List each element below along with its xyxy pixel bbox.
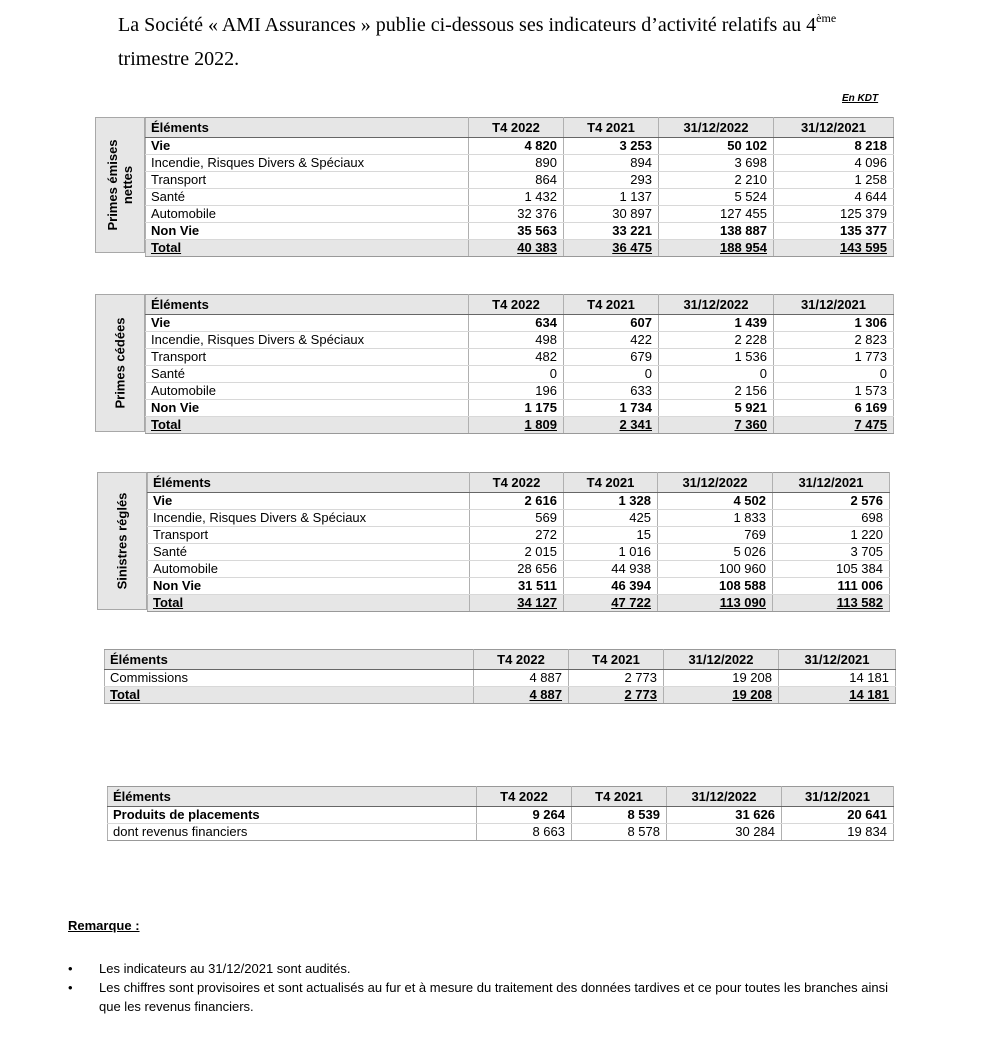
- row-label: Automobile: [148, 561, 470, 578]
- value-cell: 113 582: [773, 595, 890, 612]
- table-row: [148, 595, 890, 612]
- table-row: [146, 206, 894, 223]
- row-label: Vie: [146, 315, 469, 332]
- value-cell: 34 127: [470, 595, 564, 612]
- row-label: Vie: [148, 493, 470, 510]
- table-row: [146, 223, 894, 240]
- value-cell: 46 394: [564, 578, 658, 595]
- value-cell: 1 536: [659, 349, 774, 366]
- value-cell: 1 573: [774, 383, 894, 400]
- value-cell: 0: [564, 366, 659, 383]
- value-cell: 3 705: [773, 544, 890, 561]
- value-cell: 32 376: [469, 206, 564, 223]
- column-header: T4 2022: [469, 118, 564, 138]
- row-label: Non Vie: [146, 400, 469, 417]
- value-cell: 28 656: [470, 561, 564, 578]
- data-table: [104, 649, 896, 704]
- row-label: Non Vie: [146, 223, 469, 240]
- value-cell: 4 887: [474, 670, 569, 687]
- value-cell: 1 734: [564, 400, 659, 417]
- value-cell: 607: [564, 315, 659, 332]
- value-cell: 698: [773, 510, 890, 527]
- value-cell: 1 306: [774, 315, 894, 332]
- value-cell: 7 475: [774, 417, 894, 434]
- row-label: Total: [146, 417, 469, 434]
- value-cell: 2 228: [659, 332, 774, 349]
- value-cell: 272: [470, 527, 564, 544]
- intro-paragraph: [118, 8, 888, 76]
- table-row: [146, 417, 894, 434]
- row-label: Incendie, Risques Divers & Spéciaux: [146, 332, 469, 349]
- value-cell: 1 809: [469, 417, 564, 434]
- table-row: [146, 349, 894, 366]
- value-cell: 30 897: [564, 206, 659, 223]
- column-header: 31/12/2021: [779, 650, 896, 670]
- data-table: [145, 294, 894, 434]
- column-header-elements: Éléments: [146, 118, 469, 138]
- value-cell: 47 722: [564, 595, 658, 612]
- value-cell: 1 137: [564, 189, 659, 206]
- column-header: T4 2021: [564, 118, 659, 138]
- value-cell: 633: [564, 383, 659, 400]
- table-row: [105, 687, 896, 704]
- row-label: Total: [105, 687, 474, 704]
- value-cell: 4 502: [658, 493, 773, 510]
- value-cell: 293: [564, 172, 659, 189]
- bullet: •: [68, 961, 73, 976]
- list-item: • Les chiffres sont provisoires et sont actualisés au fur et à mesure du traitement des données tardives et ce pour toutes les branches ainsi que les revenus financiers.: [68, 980, 888, 1014]
- value-cell: 864: [469, 172, 564, 189]
- value-cell: 8 578: [572, 824, 667, 841]
- column-header: T4 2021: [564, 473, 658, 493]
- value-cell: 125 379: [774, 206, 894, 223]
- value-cell: 1 175: [469, 400, 564, 417]
- column-header: 31/12/2021: [782, 787, 894, 807]
- value-cell: 9 264: [477, 807, 572, 824]
- column-header: T4 2022: [469, 295, 564, 315]
- side-label-box: [95, 294, 145, 432]
- value-cell: 4 644: [774, 189, 894, 206]
- column-header: 31/12/2021: [773, 473, 890, 493]
- value-cell: 5 921: [659, 400, 774, 417]
- column-header: 31/12/2021: [774, 295, 894, 315]
- value-cell: 569: [470, 510, 564, 527]
- value-cell: 1 432: [469, 189, 564, 206]
- value-cell: 2 823: [774, 332, 894, 349]
- value-cell: 31 626: [667, 807, 782, 824]
- table-row: [146, 155, 894, 172]
- table-row: [146, 240, 894, 257]
- side-label: Sinistres réglés: [114, 492, 130, 590]
- value-cell: 3 253: [564, 138, 659, 155]
- row-label: Automobile: [146, 383, 469, 400]
- value-cell: 33 221: [564, 223, 659, 240]
- row-label: Incendie, Risques Divers & Spéciaux: [146, 155, 469, 172]
- value-cell: 138 887: [659, 223, 774, 240]
- value-cell: 20 641: [782, 807, 894, 824]
- table-row: [108, 824, 894, 841]
- value-cell: 2 156: [659, 383, 774, 400]
- value-cell: 890: [469, 155, 564, 172]
- column-header: 31/12/2022: [658, 473, 773, 493]
- table-header-row: [105, 650, 896, 670]
- row-label: Commissions: [105, 670, 474, 687]
- value-cell: 894: [564, 155, 659, 172]
- value-cell: 2 341: [564, 417, 659, 434]
- value-cell: 15: [564, 527, 658, 544]
- row-label: Santé: [146, 189, 469, 206]
- value-cell: 769: [658, 527, 773, 544]
- value-cell: 5 524: [659, 189, 774, 206]
- table-row: [148, 527, 890, 544]
- column-header: 31/12/2022: [667, 787, 782, 807]
- value-cell: 8 663: [477, 824, 572, 841]
- list-item: • Les indicateurs au 31/12/2021 sont audités.: [68, 961, 351, 976]
- value-cell: 482: [469, 349, 564, 366]
- table-header-row: [148, 473, 890, 493]
- row-label: Total: [146, 240, 469, 257]
- value-cell: 105 384: [773, 561, 890, 578]
- value-cell: 35 563: [469, 223, 564, 240]
- table-row: [146, 138, 894, 155]
- table-header-row: [146, 295, 894, 315]
- value-cell: 2 616: [470, 493, 564, 510]
- value-cell: 2 015: [470, 544, 564, 561]
- table-row: [146, 400, 894, 417]
- value-cell: 7 360: [659, 417, 774, 434]
- value-cell: 0: [469, 366, 564, 383]
- table-row: [146, 332, 894, 349]
- value-cell: 19 208: [664, 687, 779, 704]
- intro-superscript: ème: [816, 11, 837, 25]
- value-cell: 1 328: [564, 493, 658, 510]
- value-cell: 6 169: [774, 400, 894, 417]
- column-header: 31/12/2021: [774, 118, 894, 138]
- table-row: [148, 578, 890, 595]
- table-row: [148, 544, 890, 561]
- value-cell: 14 181: [779, 670, 896, 687]
- value-cell: 3 698: [659, 155, 774, 172]
- value-cell: 1 439: [659, 315, 774, 332]
- table-row: [148, 493, 890, 510]
- value-cell: 1 016: [564, 544, 658, 561]
- column-header: T4 2021: [572, 787, 667, 807]
- value-cell: 634: [469, 315, 564, 332]
- value-cell: 1 258: [774, 172, 894, 189]
- intro-text: La Société « AMI Assurances » publie ci-dessous ses indicateurs d’activité relatifs au 4: [118, 14, 817, 36]
- table-row: [146, 189, 894, 206]
- column-header: 31/12/2022: [659, 295, 774, 315]
- value-cell: 498: [469, 332, 564, 349]
- value-cell: 422: [564, 332, 659, 349]
- value-cell: 188 954: [659, 240, 774, 257]
- value-cell: 31 511: [470, 578, 564, 595]
- remarque-list: [68, 959, 888, 1016]
- column-header: T4 2021: [569, 650, 664, 670]
- value-cell: 1 220: [773, 527, 890, 544]
- value-cell: 108 588: [658, 578, 773, 595]
- value-cell: 425: [564, 510, 658, 527]
- column-header: T4 2021: [564, 295, 659, 315]
- value-cell: 40 383: [469, 240, 564, 257]
- side-label: Primes cédées: [112, 317, 128, 409]
- column-header-elements: Éléments: [105, 650, 474, 670]
- value-cell: 2 576: [773, 493, 890, 510]
- row-label: Total: [148, 595, 470, 612]
- column-header-elements: Éléments: [146, 295, 469, 315]
- row-label: Produits de placements: [108, 807, 477, 824]
- table-header-row: [146, 118, 894, 138]
- column-header: T4 2022: [474, 650, 569, 670]
- value-cell: 4 820: [469, 138, 564, 155]
- table-header-row: [108, 787, 894, 807]
- value-cell: 19 834: [782, 824, 894, 841]
- row-label: Vie: [146, 138, 469, 155]
- column-header: T4 2022: [470, 473, 564, 493]
- value-cell: 0: [659, 366, 774, 383]
- side-label-box: [97, 472, 147, 610]
- value-cell: 135 377: [774, 223, 894, 240]
- value-cell: 143 595: [774, 240, 894, 257]
- value-cell: 679: [564, 349, 659, 366]
- table-row: [146, 315, 894, 332]
- row-label: Transport: [146, 349, 469, 366]
- side-label: Primes émises nettes: [105, 139, 135, 231]
- row-label: Santé: [146, 366, 469, 383]
- row-label: Transport: [146, 172, 469, 189]
- value-cell: 5 026: [658, 544, 773, 561]
- data-table: [147, 472, 890, 612]
- value-cell: 113 090: [658, 595, 773, 612]
- column-header-elements: Éléments: [148, 473, 470, 493]
- row-label: Automobile: [146, 206, 469, 223]
- column-header: T4 2022: [477, 787, 572, 807]
- table-row: [148, 561, 890, 578]
- row-label: Incendie, Risques Divers & Spéciaux: [148, 510, 470, 527]
- row-label: Santé: [148, 544, 470, 561]
- row-label: Non Vie: [148, 578, 470, 595]
- value-cell: 50 102: [659, 138, 774, 155]
- value-cell: 2 773: [569, 670, 664, 687]
- unit-label: En KDT: [842, 93, 879, 104]
- value-cell: 1 773: [774, 349, 894, 366]
- side-label-box: [95, 117, 145, 253]
- value-cell: 1 833: [658, 510, 773, 527]
- value-cell: 19 208: [664, 670, 779, 687]
- value-cell: 8 539: [572, 807, 667, 824]
- row-label: dont revenus financiers: [108, 824, 477, 841]
- value-cell: 0: [774, 366, 894, 383]
- value-cell: 4 887: [474, 687, 569, 704]
- bullet: •: [68, 980, 73, 995]
- data-table: [107, 786, 894, 841]
- column-header: 31/12/2022: [659, 118, 774, 138]
- column-header: 31/12/2022: [664, 650, 779, 670]
- value-cell: 44 938: [564, 561, 658, 578]
- table-row: [146, 366, 894, 383]
- value-cell: 2 210: [659, 172, 774, 189]
- value-cell: 36 475: [564, 240, 659, 257]
- table-row: [146, 172, 894, 189]
- value-cell: 127 455: [659, 206, 774, 223]
- value-cell: 2 773: [569, 687, 664, 704]
- column-header-elements: Éléments: [108, 787, 477, 807]
- value-cell: 196: [469, 383, 564, 400]
- value-cell: 30 284: [667, 824, 782, 841]
- value-cell: 4 096: [774, 155, 894, 172]
- value-cell: 14 181: [779, 687, 896, 704]
- data-table: [145, 117, 894, 257]
- table-row: [105, 670, 896, 687]
- value-cell: 111 006: [773, 578, 890, 595]
- table-row: [108, 807, 894, 824]
- value-cell: 100 960: [658, 561, 773, 578]
- remarque-title: Remarque :: [68, 918, 140, 933]
- intro-text-end: trimestre 2022.: [118, 48, 240, 70]
- table-row: [148, 510, 890, 527]
- row-label: Transport: [148, 527, 470, 544]
- table-row: [146, 383, 894, 400]
- value-cell: 8 218: [774, 138, 894, 155]
